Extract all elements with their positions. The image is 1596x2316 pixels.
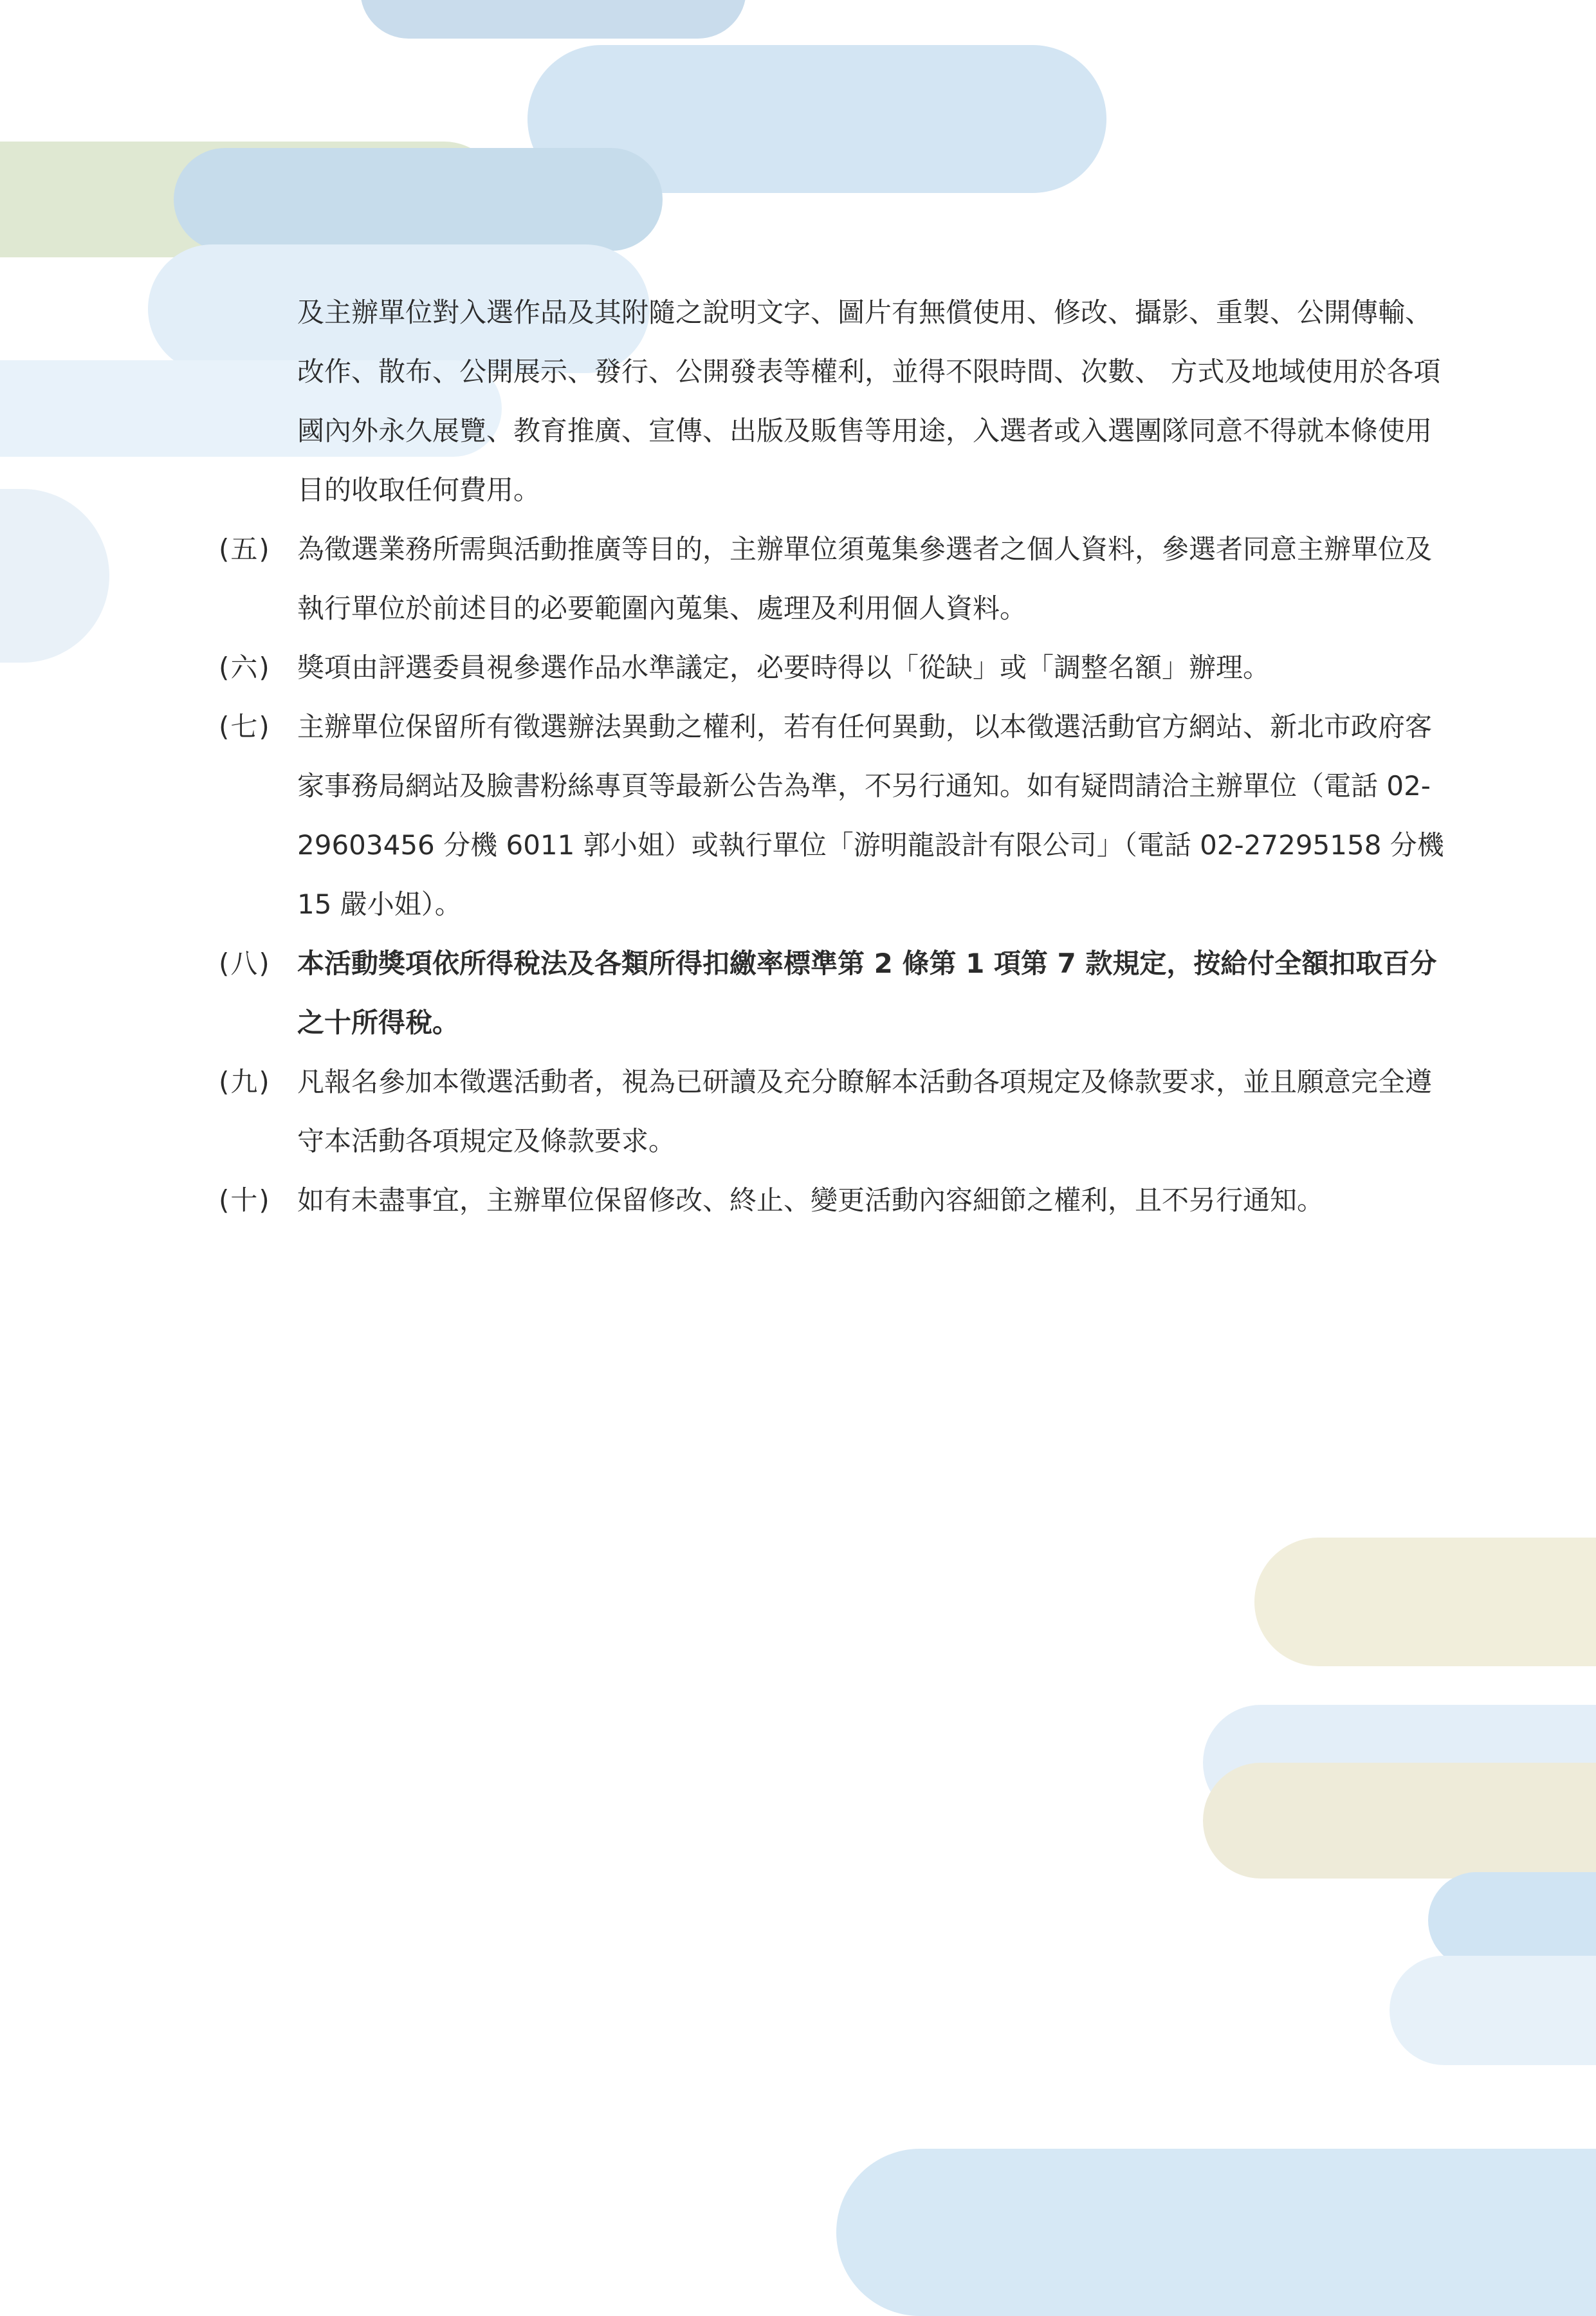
item-number: (八) — [219, 948, 271, 979]
cloud-shape — [360, 0, 746, 39]
continuation-paragraph — [212, 283, 1454, 520]
cloud-shape — [836, 2149, 1596, 2316]
cloud-shape — [1390, 1956, 1596, 2065]
item-text: 如有未盡事宜，主辦單位保留修改、終止、變更活動內容細節之權利，且不另行通知。 — [297, 1184, 1325, 1216]
list-item — [212, 697, 1454, 934]
list-item — [212, 520, 1454, 638]
cloud-shape — [1254, 1538, 1596, 1666]
item-text: 凡報名參加本徵選活動者，視為已研讀及充分瞭解本活動各項規定及條款要求，並且願意完全遵守本活動各項規定及條款要求。 — [297, 1066, 1433, 1157]
list-item — [212, 934, 1454, 1052]
terms-list — [212, 283, 1454, 1230]
cloud-shape — [0, 489, 109, 663]
item-number: (五) — [219, 533, 271, 565]
item-text: 本活動獎項依所得稅法及各類所得扣繳率標準第 2 條第 1 項第 7 款規定，按給付全額扣取百分之十所得稅。 — [297, 948, 1437, 1038]
list-item — [212, 1171, 1454, 1230]
item-text: 獎項由評選委員視參選作品水準議定，必要時得以「從缺」或「調整名額」辦理。 — [297, 652, 1270, 683]
cloud-shape — [174, 148, 663, 251]
item-number: (十) — [219, 1184, 271, 1216]
cloud-shape — [1428, 1872, 1596, 1969]
item-text: 及主辦單位對入選作品及其附隨之說明文字、圖片有無償使用、修改、攝影、重製、公開傳輸、改作、散布、公開展示、發行、公開發表等權利，並得不限時間、次數、 方式及地域使用於各項國內外永久展覽、教育推廣、宣傳、出版及販售等用途，入選者或入選團隊同意不得就本條使用目的收取任何費用。 — [297, 297, 1441, 506]
list-item — [212, 638, 1454, 697]
cloud-shape — [1203, 1763, 1596, 1879]
item-text: 主辦單位保留所有徵選辦法異動之權利，若有任何異動，以本徵選活動官方網站、新北市政府客家事務局網站及臉書粉絲專頁等最新公告為準，不另行通知。如有疑問請洽主辦單位（電話 02-29603456 分機 6011 郭小姐）或執行單位「游明龍設計有限公司」（電話 02-27295158 分機 15 嚴小姐）。 — [297, 711, 1444, 920]
item-number: (七) — [219, 711, 271, 742]
item-text: 為徵選業務所需與活動推廣等目的，主辦單位須蒐集參選者之個人資料，參選者同意主辦單位及執行單位於前述目的必要範圍內蒐集、處理及利用個人資料。 — [297, 533, 1433, 624]
list-item — [212, 1052, 1454, 1171]
item-number: (六) — [219, 652, 271, 683]
item-number: (九) — [219, 1066, 271, 1098]
